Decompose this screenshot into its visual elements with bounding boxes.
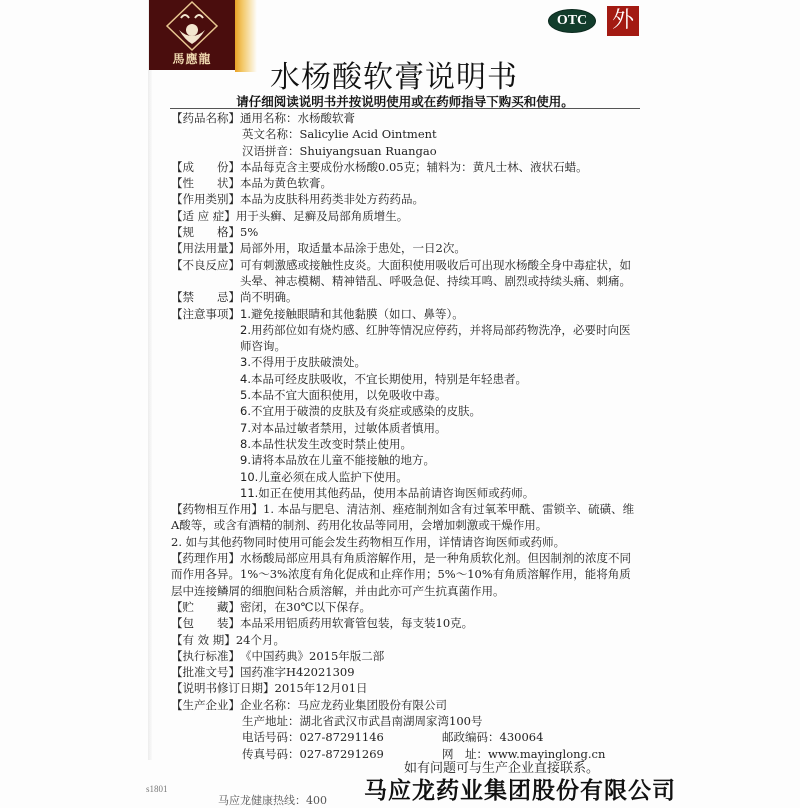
section-text: 本品为黄色软膏。 bbox=[240, 176, 332, 191]
section-text: 本品为皮肤科用药类非处方药药品。 bbox=[240, 192, 424, 207]
section-text: 国药准字H42021309 bbox=[240, 665, 355, 680]
section-label: 【适 应 症】 bbox=[171, 208, 236, 223]
section-label: 【禁 忌】 bbox=[171, 290, 240, 305]
precaution-item: 10.儿童必须在成人监护下使用。 bbox=[240, 469, 408, 484]
contact-note: 如有问题可与生产企业直接联系。 bbox=[404, 761, 600, 776]
section-specification bbox=[171, 224, 641, 240]
section-ingredients bbox=[171, 159, 641, 175]
precaution-item: 11.如正在使用其他药品，使用本品前请咨询医师或药师。 bbox=[240, 485, 535, 500]
section-label: 【批准文号】 bbox=[171, 665, 240, 680]
section-shelf-life bbox=[171, 632, 641, 648]
section-text: 《中国药典》2015年版二部 bbox=[240, 648, 385, 663]
section-indications bbox=[171, 208, 641, 224]
section-label: 【贮 藏】 bbox=[171, 599, 240, 614]
precaution-item: 5.本品不宜大面积使用，以免吸收中毒。 bbox=[240, 388, 447, 403]
external-use-badge: 外 bbox=[607, 6, 639, 36]
section-text: 尚不明确。 bbox=[240, 290, 298, 305]
print-code: s1801 bbox=[146, 784, 168, 794]
english-name: 英文名称：Salicylie Acid Ointment bbox=[242, 127, 437, 142]
phone-number: 电话号码：027-87291146 bbox=[242, 730, 384, 745]
contact-row-1 bbox=[171, 729, 641, 745]
header-divider bbox=[170, 108, 640, 109]
section-label: 【性 状】 bbox=[171, 176, 240, 191]
section-label: 【有 效 期】 bbox=[171, 632, 236, 647]
leaflet-body bbox=[171, 110, 641, 762]
section-package bbox=[171, 615, 641, 631]
precaution-item: 1.避免接触眼睛和其他黏膜（如口、鼻等）。 bbox=[240, 306, 464, 321]
section-label: 【注意事项】 bbox=[171, 306, 240, 321]
postcode: 邮政编码：430064 bbox=[442, 730, 544, 745]
website: 网 址：www.mayinglong.cn bbox=[442, 746, 606, 761]
precaution-item: 9.请将本品放在儿童不能接触的地方。 bbox=[240, 453, 435, 468]
section-text: 局部外用，取适量本品涂于患处，一日2次。 bbox=[240, 241, 466, 256]
section-label: 【成 份】 bbox=[171, 159, 240, 174]
precaution-item: 3.不得用于皮肤破溃处。 bbox=[240, 355, 366, 370]
section-text: 用于头癣、足癣及局部角质增生。 bbox=[235, 208, 409, 223]
section-label: 【作用类别】 bbox=[171, 192, 240, 207]
section-text: 2015年12月01日 bbox=[274, 681, 368, 696]
reading-instruction: 请仔细阅读说明书并按说明使用或在药师指导下购买和使用。 bbox=[236, 94, 574, 109]
precaution-item: 7.对本品过敏者禁用，过敏体质者慎用。 bbox=[240, 420, 447, 435]
section-label: 【规 格】 bbox=[171, 225, 240, 240]
section-adverse-reactions bbox=[171, 257, 641, 290]
section-text: 5% bbox=[240, 225, 259, 240]
section-label: 【药理作用】 bbox=[171, 551, 240, 566]
section-approval-number bbox=[171, 664, 641, 680]
precautions-section bbox=[171, 306, 641, 502]
brand-logo-text: 馬應龍 bbox=[172, 52, 212, 66]
interaction-item-2: 2. 如与其他药物同时使用可能会发生药物相互作用，详情请咨询医师或药师。 bbox=[171, 534, 566, 549]
interactions-section bbox=[171, 501, 641, 534]
section-revision-date bbox=[171, 680, 641, 696]
section-label: 【药物相互作用】 bbox=[171, 502, 263, 517]
page-edge-shadow bbox=[148, 0, 152, 760]
section-text: 可有刺激感或接触性皮炎。大面积使用吸收后可出现水杨酸全身中毒症状，如头晕、神志模糊、精神错乱、呼吸急促、持续耳鸣、剧烈或持续头痛、刺痛。 bbox=[240, 257, 631, 288]
section-storage bbox=[171, 599, 641, 615]
section-category bbox=[171, 191, 641, 207]
section-label: 【执行标准】 bbox=[171, 648, 240, 663]
precaution-item: 4.本品可经皮肤吸收，不宜长期使用，特别是年轻患者。 bbox=[240, 371, 527, 386]
section-label: 【说明书修订日期】 bbox=[171, 681, 275, 696]
manufacturer-section bbox=[171, 697, 641, 713]
section-standard bbox=[171, 648, 641, 664]
section-text: 密闭，在30℃以下保存。 bbox=[240, 599, 371, 614]
section-appearance bbox=[171, 175, 641, 191]
precaution-item: 8.本品性状发生改变时禁止使用。 bbox=[240, 436, 412, 451]
generic-name: 通用名称：水杨酸软膏 bbox=[240, 111, 355, 125]
interaction-item-1: 1. 本品与肥皂、清洁剂、痤疮制剂如含有过氧苯甲酰、雷锁辛、硫磺、维A酸等，或含有酒精的制剂、药用化妆品等同用，会增加刺激或干燥作用。 bbox=[171, 502, 635, 533]
precaution-item: 6.不宜用于破溃的皮肤及有炎症或感染的皮肤。 bbox=[240, 404, 481, 419]
precaution-item: 2.用药部位如有烧灼感、红肿等情况应停药，并将局部药物洗净，必要时向医师咨询。 bbox=[240, 322, 631, 354]
section-text: 本品每克含主要成份水杨酸0.05克；辅料为：黄凡士林、液状石蜡。 bbox=[240, 159, 588, 174]
precautions-list bbox=[240, 306, 641, 502]
section-contraindications bbox=[171, 289, 641, 305]
drug-name-section bbox=[171, 110, 641, 126]
cut-off-hotline: 马应龙健康热线：400 bbox=[218, 794, 327, 807]
section-text: 24个月。 bbox=[235, 632, 285, 647]
section-label: 【不良反应】 bbox=[171, 257, 240, 272]
document-title: 水杨酸软膏说明书 bbox=[270, 60, 518, 95]
company-name: 企业名称：马应龙药业集团股份有限公司 bbox=[240, 697, 447, 712]
otc-badge: OTC bbox=[548, 9, 596, 33]
section-text: 本品采用铝质药用软膏管包装，每支装10克。 bbox=[240, 616, 474, 631]
fax-number: 传真号码：027-87291269 bbox=[242, 746, 384, 761]
pharmacology-section bbox=[171, 550, 641, 599]
section-label: 【生产企业】 bbox=[171, 697, 240, 712]
footer-company-name: 马应龙药业集团股份有限公司 bbox=[364, 778, 676, 804]
dragon-horse-emblem-icon bbox=[159, 0, 225, 50]
section-text: 水杨酸局部应用具有角质溶解作用，是一种角质软化剂。但因制剂的浓度不同而作用各异。1%～3%浓度有角化促成和止痒作用；5%～10%有角质溶解作用，能将角质层中连接鳞屑的细胞间粘合质溶解，并由此亦可产生抗真菌作用。 bbox=[171, 551, 631, 598]
section-label: 【药品名称】 bbox=[171, 111, 240, 125]
section-label: 【包 装】 bbox=[171, 616, 240, 631]
pinyin-name: 汉语拼音：Shuiyangsuan Ruangao bbox=[242, 143, 437, 158]
section-dosage bbox=[171, 240, 641, 256]
brand-logo bbox=[149, 0, 235, 70]
gold-gradient-strip bbox=[235, 0, 257, 72]
section-label: 【用法用量】 bbox=[171, 241, 240, 256]
company-address: 生产地址：湖北省武汉市武昌南湖周家湾100号 bbox=[242, 713, 483, 728]
